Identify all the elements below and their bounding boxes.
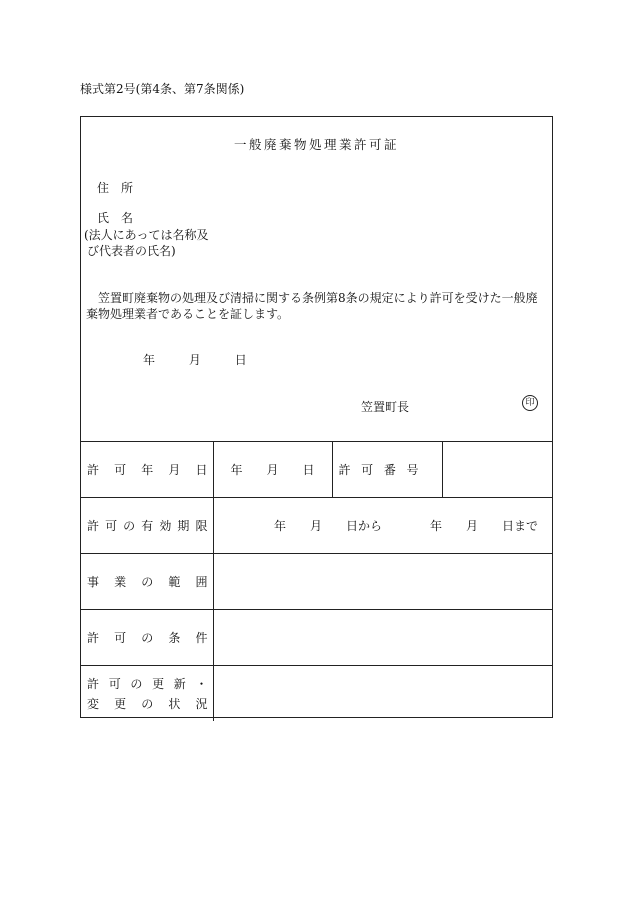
label-char: 許 <box>87 463 100 477</box>
label-char: 更 <box>114 697 127 711</box>
label-char: 年 <box>141 463 154 477</box>
label-char: 可 <box>105 519 118 533</box>
label-char: 番 <box>383 463 396 477</box>
certificate-title: 一般廃棄物処理業許可証 <box>233 137 399 152</box>
renewal-value <box>213 666 552 722</box>
permit-number-label <box>339 461 424 478</box>
validity-label-cell <box>81 498 213 554</box>
label-char: 業 <box>114 575 127 589</box>
table-row <box>81 554 552 610</box>
label-char: の <box>141 697 154 711</box>
label-char: 変 <box>87 697 100 711</box>
renewal-label <box>87 675 213 712</box>
permit-date-label <box>87 461 213 478</box>
label-char: 許 <box>87 519 100 533</box>
permit-date-value: 年 月 日 <box>213 442 332 498</box>
label-char: 囲 <box>195 575 208 589</box>
renewal-label-cell <box>81 666 213 722</box>
validity-value: 年 月 日から 年 月 日まで <box>213 498 552 554</box>
label-char: 許 <box>87 631 100 645</box>
scope-label-cell <box>81 554 213 610</box>
label-char: の <box>141 631 154 645</box>
label-char: 可 <box>114 631 127 645</box>
table-row <box>81 498 552 554</box>
label-char: 効 <box>159 519 172 533</box>
label-char: 許 <box>338 463 351 477</box>
label-char: の <box>123 519 136 533</box>
address-label: 住 所 <box>97 181 134 195</box>
issue-date-year: 年 <box>143 353 156 367</box>
name-note-line-1: (法人にあっては名称及 <box>84 228 209 242</box>
label-char: 許 <box>87 677 100 691</box>
table-row <box>81 442 552 498</box>
form-number-label: 様式第2号(第4条、第7条関係) <box>80 82 245 96</box>
label-char: の <box>130 677 143 691</box>
permit-number-label-cell <box>332 442 442 498</box>
scope-label <box>87 573 213 590</box>
label-char: 月 <box>168 463 181 477</box>
label-char: 更 <box>152 677 165 691</box>
label-char: 範 <box>168 575 181 589</box>
scope-value <box>213 554 552 610</box>
permit-number-value <box>442 442 552 498</box>
validity-label <box>87 517 213 534</box>
issuer-name: 笠置町長 <box>361 400 410 414</box>
name-label: 氏 名 <box>97 211 134 225</box>
label-char: 有 <box>141 519 154 533</box>
label-char: 可 <box>361 463 374 477</box>
label-char: 件 <box>195 631 208 645</box>
label-char: 可 <box>108 677 121 691</box>
issue-date-month: 月 <box>188 353 201 367</box>
certificate-body-text: 笠置町廃棄物の処理及び清掃に関する条例第8条の規定により許可を受けた一般廃棄物処理業者であることを証します。 <box>86 291 538 321</box>
permit-date-label-cell <box>81 442 213 498</box>
seal-mark: 印 <box>522 395 538 411</box>
certificate-frame <box>80 116 553 718</box>
table-row <box>81 610 552 666</box>
label-char: 況 <box>195 697 208 711</box>
issue-date-day: 日 <box>234 353 247 367</box>
name-note-line-2: び代表者の氏名) <box>87 244 176 258</box>
conditions-label <box>87 629 213 646</box>
label-char: の <box>141 575 154 589</box>
issue-date-row <box>143 351 277 368</box>
renewal-label-line-1 <box>87 675 213 692</box>
renewal-label-line-2 <box>87 695 213 712</box>
conditions-value <box>213 610 552 666</box>
label-char: 事 <box>87 575 100 589</box>
table-row <box>81 666 552 722</box>
label-char: 号 <box>406 463 419 477</box>
permit-details-table <box>81 441 552 721</box>
name-note <box>84 227 234 259</box>
label-char: 状 <box>168 697 181 711</box>
label-char: 新 <box>173 677 186 691</box>
conditions-label-cell <box>81 610 213 666</box>
label-char: ・ <box>195 677 208 691</box>
label-char: 可 <box>114 463 127 477</box>
label-char: 日 <box>195 463 208 477</box>
label-char: 期 <box>177 519 190 533</box>
label-char: 条 <box>168 631 181 645</box>
label-char: 限 <box>195 519 208 533</box>
